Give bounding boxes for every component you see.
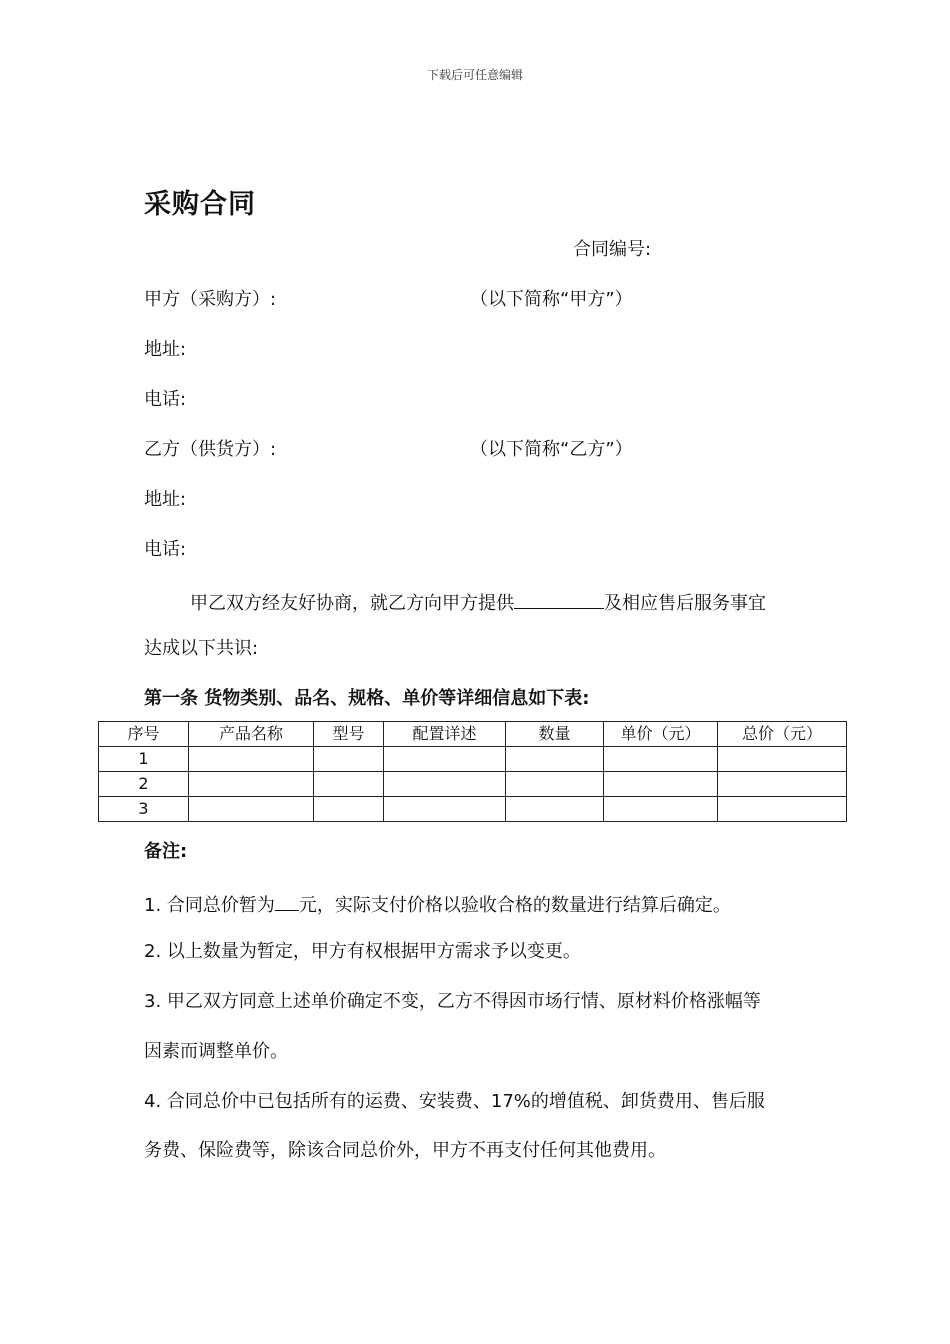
remark-4-line-1: 4. 合同总价中已包括所有的运费、安装费、17%的增值税、卸货费用、售后服 <box>144 1091 765 1112</box>
table-cell <box>384 797 506 822</box>
remark-2: 2. 以上数量为暂定，甲方有权根据甲方需求予以变更。 <box>144 941 581 962</box>
table-cell <box>384 747 506 772</box>
table-cell: 2 <box>99 772 189 797</box>
table-cell <box>189 797 314 822</box>
remark-3-line-2: 因素而调整单价。 <box>144 1041 288 1062</box>
table-cell <box>506 747 604 772</box>
remark-4-line-2: 务费、保险费等，除该合同总价外，甲方不再支付任何其他费用。 <box>144 1140 666 1161</box>
table-cell <box>604 747 718 772</box>
table-header-cell: 型号 <box>314 722 384 747</box>
article-1-title: 第一条 货物类别、品名、规格、单价等详细信息如下表: <box>144 688 590 709</box>
header-note: 下载后可任意编辑 <box>426 68 523 82</box>
table-cell: 1 <box>99 747 189 772</box>
remark-1-part-2: 元，实际支付价格以验收合格的数量进行结算后确定。 <box>298 895 731 916</box>
total-price-blank <box>275 890 299 911</box>
remarks-title: 备注: <box>144 841 188 862</box>
table-cell <box>314 772 384 797</box>
remark-1 <box>144 890 731 918</box>
party-a-alias: （以下简称“甲方”） <box>470 289 633 310</box>
table-cell <box>189 747 314 772</box>
table-row <box>99 797 847 822</box>
table-header-cell: 单价（元） <box>604 722 718 747</box>
intro-line-1 <box>190 588 766 616</box>
party-b-phone-label: 电话: <box>144 539 187 560</box>
table-cell <box>718 747 847 772</box>
table-header-cell: 总价（元） <box>718 722 847 747</box>
table-cell <box>189 772 314 797</box>
table-cell <box>718 772 847 797</box>
table-cell <box>314 747 384 772</box>
table-row <box>99 747 847 772</box>
intro-part-1: 甲乙双方经友好协商，就乙方向甲方提供 <box>190 593 514 614</box>
remark-3-line-1: 3. 甲乙双方同意上述单价确定不变，乙方不得因市场行情、原材料价格涨幅等 <box>144 991 761 1012</box>
table-cell <box>384 772 506 797</box>
contract-title: 采购合同 <box>144 189 256 220</box>
party-b-label: 乙方（供货方）: <box>144 439 277 460</box>
table-cell <box>604 772 718 797</box>
contract-number-label: 合同编号: <box>573 239 652 260</box>
intro-part-2: 及相应售后服务事宜 <box>604 593 766 614</box>
table-cell: 3 <box>99 797 189 822</box>
goods-table <box>98 721 847 822</box>
product-blank <box>514 588 604 609</box>
table-cell <box>506 772 604 797</box>
table-header-cell: 产品名称 <box>189 722 314 747</box>
table-header-cell: 配置详述 <box>384 722 506 747</box>
party-a-address-label: 地址: <box>144 339 187 360</box>
table-cell <box>604 797 718 822</box>
table-header-cell: 序号 <box>99 722 189 747</box>
party-b-address-label: 地址: <box>144 489 187 510</box>
intro-line-2: 达成以下共识: <box>144 638 259 659</box>
table-cell <box>718 797 847 822</box>
table-header-row <box>99 722 847 747</box>
party-a-label: 甲方（采购方）: <box>144 289 277 310</box>
party-b-alias: （以下简称“乙方”） <box>470 439 633 460</box>
table-row <box>99 772 847 797</box>
remark-1-part-1: 1. 合同总价暂为 <box>144 895 275 916</box>
table-cell <box>506 797 604 822</box>
table-cell <box>314 797 384 822</box>
table-header-cell: 数量 <box>506 722 604 747</box>
party-a-phone-label: 电话: <box>144 389 187 410</box>
